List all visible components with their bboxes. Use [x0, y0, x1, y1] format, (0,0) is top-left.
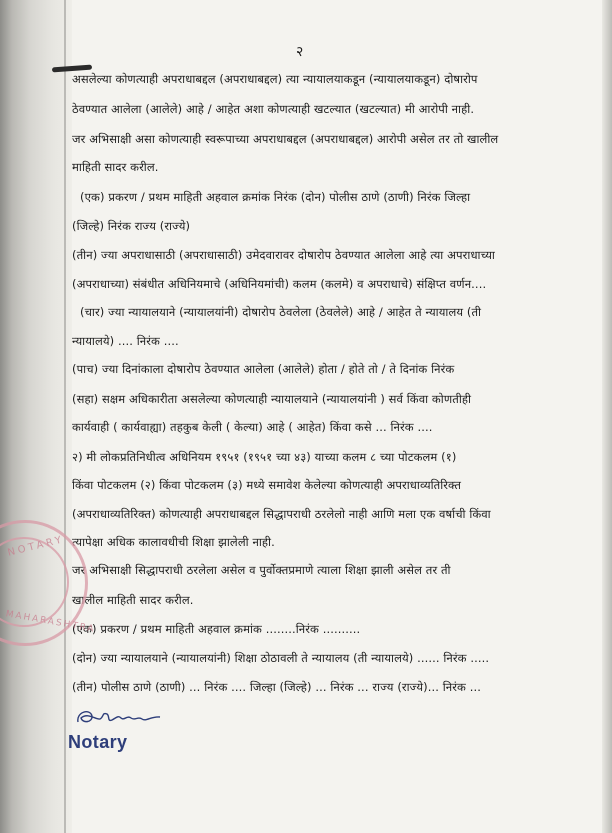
text-line: त्यापेक्षा अधिक कालावधीची शिक्षा झालेली नाही. — [72, 535, 275, 549]
page-right-edge — [602, 0, 612, 833]
text-line: (अपराधाव्यतिरिक्त) कोणत्याही अपराधाबद्दल सिद्धापराधी ठरलेलो नाही आणि मला एक वर्षाची किंवा — [72, 507, 491, 521]
text-line: (एक) प्रकरण / प्रथम माहिती अहवाल क्रमांक ........निरंक .......... — [72, 622, 361, 636]
text-line: (तीन) पोलीस ठाणे (ठाणी) ... निरंक .... जिल्हा (जिल्हे) ... निरंक ... राज्य (राज्ये)... निरंक ... — [72, 680, 481, 694]
text-line: कार्यवाही ( कार्यवाह्या) तहकुब केली ( केल्या) आहे ( आहेत) किंवा कसे ... निरंक .... — [72, 420, 433, 434]
text-line: असलेल्या कोणत्याही अपराधाबद्दल (अपराधाबद्दल) त्या न्यायालयाकडून (न्यायालयाकडून) दोषारोप — [72, 72, 478, 86]
text-line: (पाच) ज्या दिनांकाला दोषारोप ठेवण्यात आलेला (आलेले) होता / होते तो / ते दिनांक निरंक — [72, 362, 455, 376]
signature — [74, 706, 164, 732]
text-line: २) मी लोकप्रतिनिधीत्व अधिनियम १९५१ (१९५१ च्या ४३) याच्या कलम ८ च्या पोटकलम (१) — [72, 450, 457, 464]
binding-crease — [64, 0, 66, 833]
text-line: (जिल्हे) निरंक राज्य (राज्ये) — [72, 219, 191, 233]
text-line: किंवा पोटकलम (२) किंवा पोटकलम (३) मध्ये समावेश केलेल्या कोणत्याही अपराधाव्यतिरिक्त — [72, 478, 461, 492]
text-line: (दोन) ज्या न्यायालयाने (न्यायालयांनी) शिक्षा ठोठावली ते न्यायालय (ती न्यायालये) ...... निरंक ..... — [72, 651, 490, 665]
text-line: माहिती सादर करील. — [72, 160, 159, 174]
notary-stamp-state-text: MAHARASHTRA — [4, 609, 97, 635]
text-line: जर अभिसाक्षी असा कोणत्याही स्वरूपाच्या अपराधाबद्दल (अपराधाबद्दल) आरोपी असेल तर तो खालील — [72, 132, 499, 146]
text-line: (अपराधाच्या) संबंधीत अधिनियमाचे (अधिनियमांची) कलम (कलमे) व अपराधाचे) संक्षिप्त वर्णन.... — [72, 277, 487, 291]
text-line: ठेवण्यात आलेला (आलेले) आहे / आहेत अशा कोणत्याही खटल्यात (खटल्यात) मी आरोपी नाही. — [72, 102, 475, 116]
text-line: (सहा) सक्षम अधिकारीता असलेल्या कोणत्याही न्यायालयाने (न्यायालयांनी ) सर्व किंवा कोणतीही — [72, 392, 472, 406]
notary-label: Notary — [68, 732, 128, 752]
text-line: (चार) ज्या न्यायालयाने (न्यायालयांनी) दोषारोप ठेवलेला (ठेवलेले) आहे / आहेत ते न्यायालय (ती — [80, 305, 482, 319]
notary-stamp-text: NOTARY — [6, 534, 66, 559]
text-line: न्यायालये) .... निरंक .... — [72, 334, 179, 348]
text-line: (एक) प्रकरण / प्रथम माहिती अहवाल क्रमांक निरंक (दोन) पोलीस ठाणे (ठाणी) निरंक जिल्हा — [80, 190, 471, 204]
text-line: जर अभिसाक्षी सिद्धापराधी ठरलेला असेल व पुर्वोक्तप्रमाणे त्याला शिक्षा झाली असेल तर ती — [72, 563, 451, 577]
page-binding-shadow — [0, 0, 72, 833]
page-number: २ — [296, 44, 304, 60]
text-line: (तीन) ज्या अपराधासाठी (अपराधासाठी) उमेदवारावर दोषारोप ठेवण्यात आलेला आहे त्या अपराधाच्या — [72, 248, 495, 262]
text-line: खालील माहिती सादर करील. — [72, 593, 194, 607]
